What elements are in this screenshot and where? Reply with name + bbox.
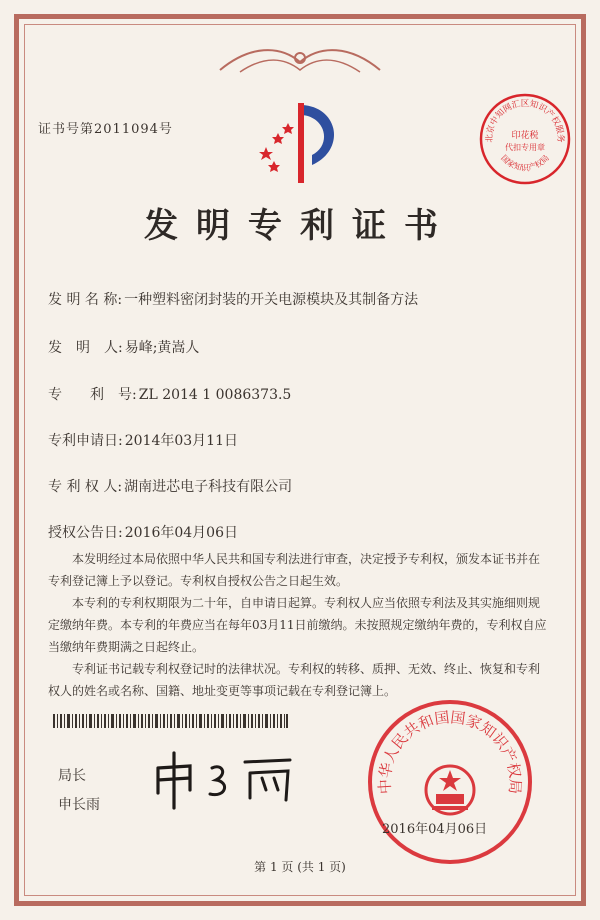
- stamp-duty-seal: [478, 92, 572, 186]
- field-inventors: 发 明 人: 易峰;黄嵩人: [48, 340, 200, 356]
- svg-text:国家知识产权局: 国家知识产权局: [499, 153, 551, 173]
- office-seal: [366, 698, 534, 866]
- field-application-date: 专利申请日: 2014年03月11日: [48, 433, 238, 449]
- svg-text:中华人民共和国国家知识产权局: 中华人民共和国国家知识产权局: [375, 708, 525, 795]
- director-name: 申长雨: [58, 797, 100, 813]
- certificate-body: [48, 548, 548, 702]
- patent-office-logo: [244, 95, 354, 190]
- issue-date: 2016年04月06日: [382, 822, 488, 837]
- top-ornament-icon: [210, 40, 390, 80]
- certificate-number: 证书号第2011094号: [38, 122, 173, 137]
- body-paragraph: 本专利的专利权期限为二十年，自申请日起算。专利权人应当依照专利法及其实施细则规定缴纳年费。本专利的年费应当在每年03月11日前缴纳。未按照规定缴纳年费的，专利权自应当缴纳年费期满之日起终止。: [48, 596, 547, 654]
- field-invention-name: 发 明 名 称: 一种塑料密闭封装的开关电源模块及其制备方法: [48, 292, 419, 308]
- page-indicator: 第 1 页 (共 1 页): [254, 860, 346, 874]
- field-grant-date: 授权公告日: 2016年04月06日: [48, 525, 238, 541]
- national-emblem-icon: [426, 766, 474, 814]
- director-title: 局长: [58, 768, 86, 784]
- svg-text:印花税: 印花税: [511, 131, 539, 141]
- svg-text:北京中知网汇区知识产权服务: 北京中知网汇区知识产权服务: [484, 99, 566, 143]
- field-patentee: 专 利 权 人: 湖南进芯电子科技有限公司: [48, 479, 293, 495]
- barcode: [53, 714, 288, 728]
- svg-text:代扣专用章: 代扣专用章: [505, 143, 545, 152]
- page-title: 发明专利证书: [144, 206, 456, 246]
- body-paragraph: 本发明经过本局依照中华人民共和国专利法进行审查，决定授予专利权，颁发本证书并在专利登记簿上予以登记。专利权自授权公告之日起生效。: [48, 552, 541, 588]
- field-patent-number: 专 利 号: ZL 2014 1 0086373.5: [48, 387, 292, 403]
- director-signature: [150, 738, 300, 813]
- body-paragraph: 专利证书记载专利权登记时的法律状况。专利权的转移、质押、无效、终止、恢复和专利权人的姓名或名称、国籍、地址变更等事项记载在专利登记簿上。: [48, 662, 541, 698]
